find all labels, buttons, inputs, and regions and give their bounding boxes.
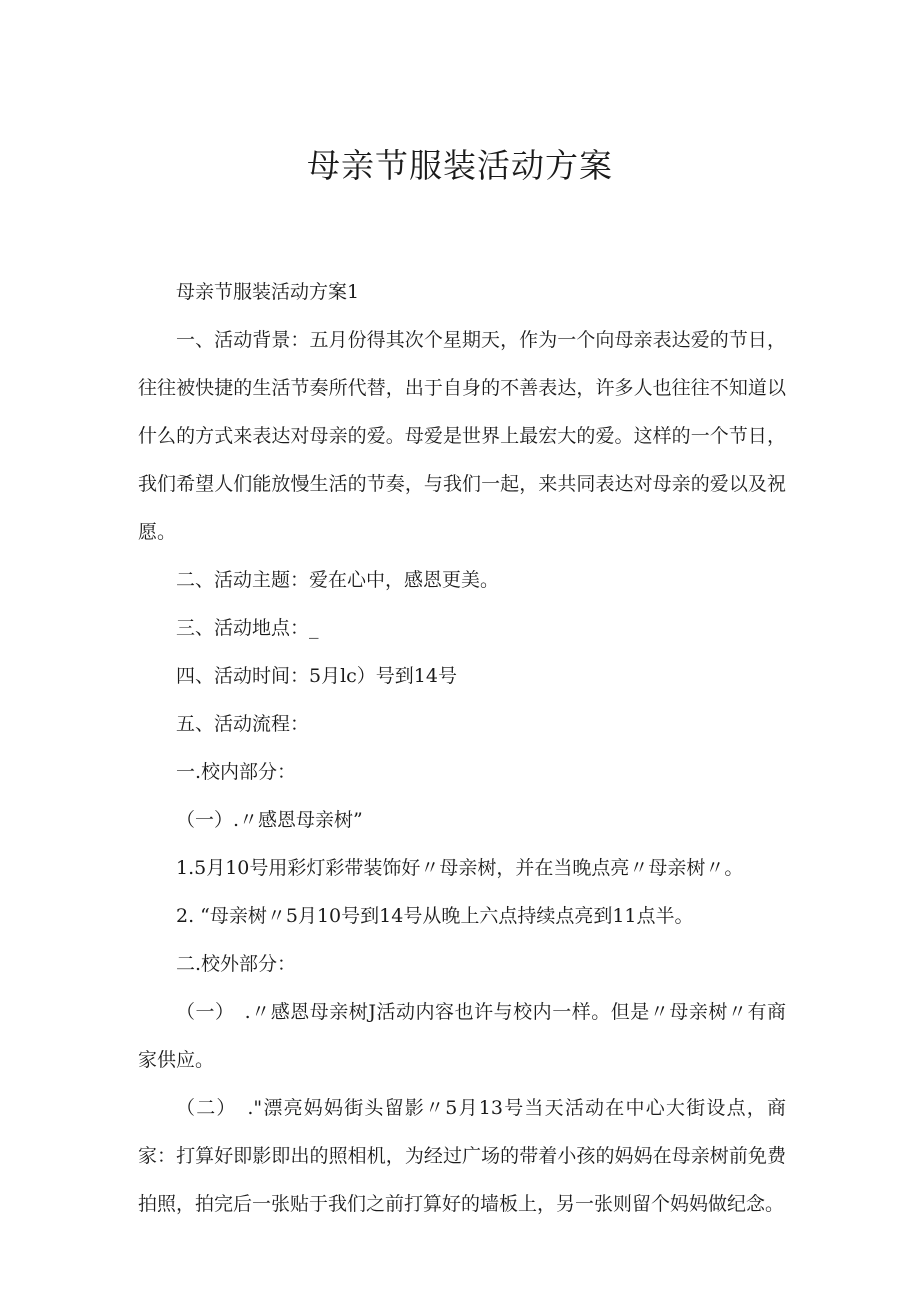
paragraph-campus-tree: （一）.〃感恩母亲树” <box>176 809 363 831</box>
paragraph-subtitle: 母亲节服装活动方案1 <box>176 281 360 303</box>
paragraph-theme: 二、活动主题：爱在心中，感恩更美。 <box>176 569 500 591</box>
paragraph-location: 三、活动地点：_ <box>176 617 319 639</box>
paragraph-background: 一、活动背景：五月份得其次个星期天，作为一个向母亲表达爱的节日，往往被快捷的生活节奏所代替，出于自身的不善表达，许多人也往往不知道以什么的方式来表达对母亲的爱。母爱是世界上最宏大的爱。这样的一个节日，我们希望人们能放慢生活的节奏，与我们一起，来共同表达对母亲的爱以及祝愿。 <box>138 329 786 543</box>
document-title: 母亲节服装活动方案 <box>307 146 613 185</box>
paragraph-offcampus-tree: （一） .〃感恩母亲树J活动内容也许与校内一样。但是〃母亲树〃有商家供应。 <box>138 1001 786 1071</box>
paragraph-time: 四、活动时间：5月lc）号到14号 <box>176 665 457 687</box>
paragraph-offcampus-section: 二.校外部分： <box>176 953 297 975</box>
paragraph-campus-step-2: 2. “母亲树〃5月10号到14号从晚上六点持续点亮到11点半。 <box>176 905 694 927</box>
paragraph-offcampus-photo: （二） ."漂亮妈妈街头留影〃5月13号当天活动在中心大街设点，商家：打算好即影即出的照相机，为经过广场的带着小孩的妈妈在母亲树前免费拍照，拍完后一张贴于我们之前打算好的墙板上，另一张则留个妈妈做纪念。 <box>138 1097 786 1215</box>
paragraph-campus-step-1: 1.5月10号用彩灯彩带装饰好〃母亲树，并在当晚点亮〃母亲树〃。 <box>176 857 744 879</box>
paragraph-campus-section: 一.校内部分： <box>176 761 297 783</box>
document-body <box>138 268 786 1228</box>
paragraph-process: 五、活动流程： <box>176 713 310 735</box>
